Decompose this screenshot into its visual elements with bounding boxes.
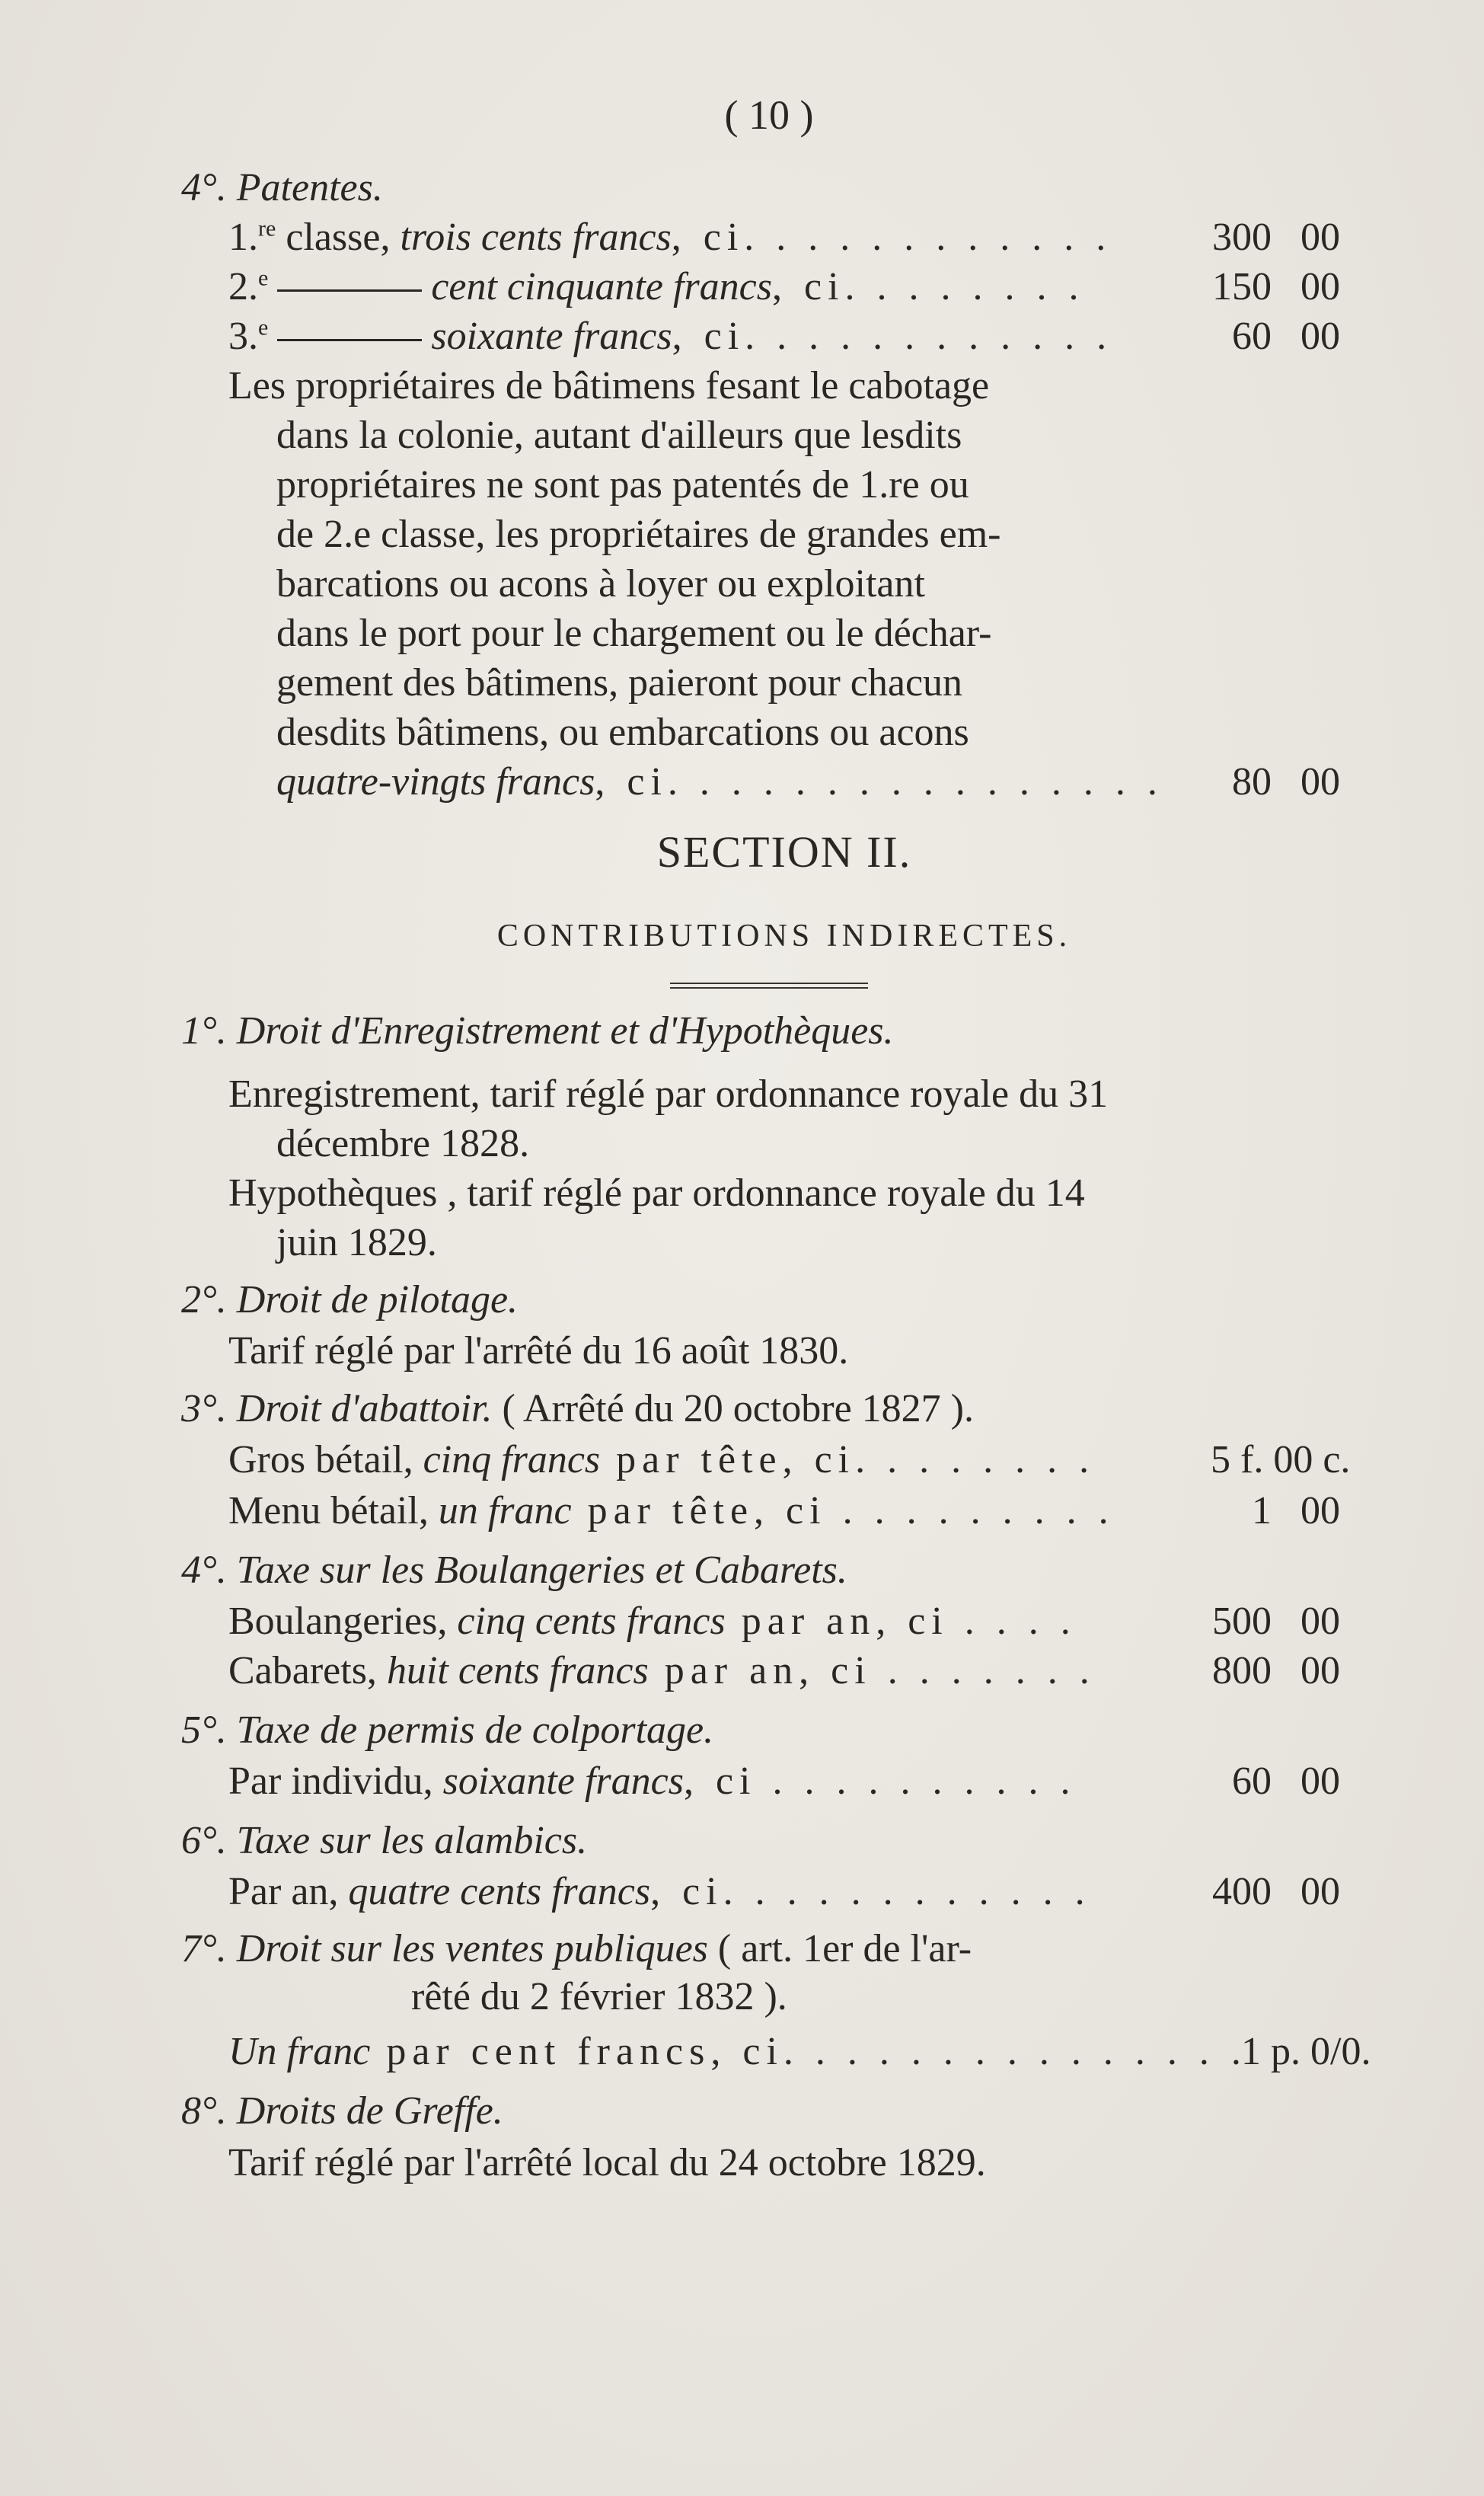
patente-row-1 [228,213,1112,262]
item-6-heading: 6°. Taxe sur les alambics. [181,1819,588,1862]
patente-row-2 [228,263,1085,312]
patentes-heading: 4°. Patentes. [181,166,383,209]
item-4-row-1-label: Boulangeries, [228,1600,458,1643]
patente-row-2-amount: 150 [1212,265,1272,308]
item-3-row-2-amount: 1 [1252,1489,1272,1532]
paragraph-line: dans le port pour le chargement ou le déchar- [276,612,992,655]
item-8-heading: 8°. Droits de Greffe. [181,2089,503,2133]
item-3-heading-plain: ( Arrêté du 20 octobre 1827 ). [492,1387,974,1430]
section-rule [670,983,868,989]
item-5-row-1-amount: 60 [1232,1759,1272,1803]
paragraph-line: gement des bâtimens, paieront pour chacun [276,661,963,705]
item-4-row-2-suffix: par an, ci . . . . . . . [648,1649,1096,1692]
item-7-row-1-italic: Un franc [228,2030,371,2073]
item-5-heading: 5°. Taxe de permis de colportage. [181,1708,714,1752]
item-4-heading: 4°. Taxe sur les Boulangeries et Cabarets. [181,1548,847,1592]
patente-row-1-amount: 300 [1212,216,1272,259]
item-5-row-1-suffix: , ci . . . . . . . . . . [683,1759,1077,1803]
item-7-row-1-amount: 1 p. 0/0. [1241,2030,1371,2073]
paragraph-line: Les propriétaires de bâtimens fesant le cabotage [228,364,990,407]
item-2-line: Tarif réglé par l'arrêté du 16 août 1830. [228,1329,849,1373]
item-1-line: Hypothèques , tarif réglé par ordonnance royale du 14 [228,1171,1085,1215]
paragraph-line: dans la colonie, autant d'ailleurs que lesdits [276,414,962,457]
item-1-line: décembre 1828. [276,1122,530,1165]
patente-row-3 [228,312,1112,361]
patente-row-3-cents: 00 [1300,315,1340,358]
patente-row-1-sup: re [258,216,276,241]
patente-row-2-sup: e [258,265,269,291]
item-6-row-1-italic: quatre cents francs [348,1870,651,1913]
item-6-row-1-cents: 00 [1300,1870,1340,1913]
item-1-line: Enregistrement, tarif réglé par ordonnance royale du 31 [228,1072,1109,1116]
item-3-row-1-suffix: par tête, ci. . . . . . . . [600,1438,1096,1481]
item-4-row-2-amount: 800 [1212,1649,1272,1692]
item-4-row-2-italic: huit cents francs [386,1649,649,1692]
item-6-row-1-amount: 400 [1212,1870,1272,1913]
patente-row-2-prefix: 2. [228,265,258,308]
item-7-heading-italic: 7°. Droit sur les ventes publiques [181,1927,708,1970]
paragraph-line: desdits bâtimens, ou embarcations ou acons [276,711,969,754]
item-3-row-2-italic: un franc [438,1489,572,1532]
patente-row-1-italic: trois cents francs [400,216,672,259]
patente-row-1-text: classe, [276,216,401,259]
item-4-row-1-suffix: par an, ci . . . . [725,1600,1077,1643]
section-title: SECTION II. [656,827,912,877]
item-3-heading [181,1385,974,1433]
ditto-dash [277,339,422,341]
item-8-line: Tarif réglé par l'arrêté local du 24 octobre 1829. [228,2141,986,2184]
patente-row-3-sup: e [258,315,269,340]
item-3-row-1-amount: 5 f. 00 c. [1211,1438,1351,1481]
item-5-row-1-label: Par individu, [228,1759,443,1803]
item-6-row-1-label: Par an, [228,1870,349,1913]
item-4-row-1 [228,1597,1077,1646]
item-5-row-1 [228,1757,1077,1806]
item-3-row-1-italic: cinq francs [423,1438,601,1481]
final-italic: quatre-vingts francs [276,760,595,804]
final-cents: 00 [1300,760,1340,804]
patente-row-2-suffix: , ci. . . . . . . . [772,265,1085,308]
item-3-row-2 [228,1487,1115,1536]
item-5-row-1-italic: soixante francs [442,1759,684,1803]
section-subtitle: CONTRIBUTIONS INDIRECTES. [496,919,1072,954]
patente-row-2-italic: cent cinquante francs [431,265,772,308]
patente-row-1-cents: 00 [1300,216,1340,259]
paragraph-line: de 2.e classe, les propriétaires de grandes em- [276,513,1001,556]
item-2-heading: 2°. Droit de pilotage. [181,1278,519,1322]
patente-row-3-amount: 60 [1232,315,1272,358]
patente-row-3-suffix: , ci. . . . . . . . . . . . [672,315,1113,358]
paragraph-line: propriétaires ne sont pas patentés de 1.re ou [276,463,969,507]
patente-row-1-suffix: , ci. . . . . . . . . . . . [671,216,1112,259]
item-4-row-2 [228,1647,1096,1695]
page-number: ( 10 ) [724,92,814,138]
item-1-heading: 1°. Droit d'Enregistrement et d'Hypothèques. [181,1009,894,1053]
item-7-heading [181,1925,972,1973]
item-4-row-1-amount: 500 [1212,1600,1272,1643]
item-5-row-1-cents: 00 [1300,1759,1340,1803]
item-4-row-1-cents: 00 [1300,1600,1340,1643]
patente-row-1-prefix: 1. [228,216,258,259]
paragraph-final-line [276,758,1163,807]
final-amount: 80 [1232,760,1272,804]
patente-row-3-italic: soixante francs [431,315,672,358]
item-4-row-2-label: Cabarets, [228,1649,387,1692]
item-7-row-1-suffix: par cent francs, ci. . . . . . . . . . . . . . . [370,2030,1247,2073]
item-4-row-2-cents: 00 [1300,1649,1340,1692]
patente-row-3-prefix: 3. [228,315,258,358]
item-1-line: juin 1829. [276,1221,437,1264]
item-3-row-1-label: Gros bétail, [228,1438,423,1481]
item-7-heading-plain: ( art. 1er de l'ar- [707,1927,972,1970]
item-6-row-1-suffix: , ci. . . . . . . . . . . . [650,1870,1091,1913]
item-3-row-2-suffix: par tête, ci . . . . . . . . . [571,1489,1115,1532]
paragraph-line: barcations ou acons à loyer ou exploitant [276,562,925,606]
item-3-row-2-label: Menu bétail, [228,1489,439,1532]
item-6-row-1 [228,1868,1091,1916]
ditto-dash [277,289,422,292]
item-7-row-1 [228,2028,1247,2076]
item-3-row-2-cents: 00 [1300,1489,1340,1532]
patente-row-2-cents: 00 [1300,265,1340,308]
item-3-row-1 [228,1436,1095,1484]
item-7-line: rêté du 2 février 1832 ). [411,1975,787,2018]
final-suffix: , ci. . . . . . . . . . . . . . . . [595,760,1163,804]
item-3-heading-italic: 3°. Droit d'abattoir. [181,1387,493,1430]
item-4-row-1-italic: cinq cents francs [457,1600,726,1643]
